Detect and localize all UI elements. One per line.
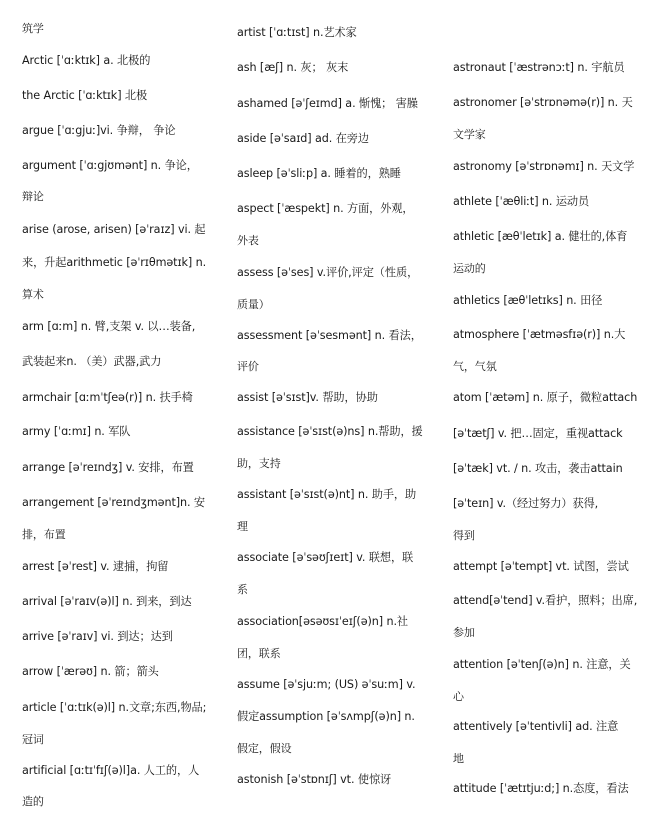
- entry-line: 得到: [453, 529, 475, 542]
- entry-line: ashamed [əˈʃeɪmd] a. 惭愧； 害臊: [237, 97, 418, 110]
- entry-line: argue [ˈɑːgjuː]vi. 争辩， 争论: [22, 124, 176, 137]
- entry-line: 系: [237, 583, 248, 596]
- entry-line: 质量）: [237, 298, 270, 311]
- entry-line: arrest [əˈrest] v. 逮捕，拘留: [22, 560, 169, 573]
- entry-line: army [ˈɑːmɪ] n. 军队: [22, 425, 131, 438]
- entry-line: 算术: [22, 288, 44, 301]
- entry-line: astronaut [ˈæstrənɔːt] n. 宇航员: [453, 61, 625, 74]
- entry-line: [əˈtætʃ] v. 把…固定，重视attack: [453, 427, 623, 440]
- entry-line: association[əsəʊsɪˈeɪʃ(ə)n] n.社: [237, 615, 408, 628]
- entry-line: 造的: [22, 795, 44, 808]
- entry-line: assessment [əˈsesmənt] n. 看法，: [237, 329, 422, 342]
- entry-line: 心: [453, 690, 464, 703]
- entry-line: 辩论: [22, 190, 44, 203]
- entry-line: atmosphere [ˈætməsfɪə(r)] n.大: [453, 328, 626, 341]
- entry-line: 冠词: [22, 733, 44, 746]
- entry-line: ash [æʃ] n. 灰； 灰末: [237, 61, 349, 74]
- entry-line: 参加: [453, 626, 475, 639]
- entry-line: astonish [əˈstɒnɪʃ] vt. 使惊讶: [237, 773, 392, 786]
- entry-line: atom [ˈætəm] n. 原子，微粒attach: [453, 391, 638, 404]
- entry-line: [əˈteɪn] v.（经过努力）获得,: [453, 497, 599, 510]
- entry-line: athletics [æθˈletɪks] n. 田径: [453, 294, 603, 307]
- entry-line: attention [əˈtenʃ(ə)n] n. 注意，关: [453, 658, 631, 671]
- entry-line: artificial [ɑːtɪˈfɪʃ(ə)l]a. 人工的，人: [22, 764, 200, 777]
- entry-line: arm [ɑːm] n. 臂,支架 v. 以…装备,: [22, 320, 196, 333]
- entry-line: assistant [əˈsɪst(ə)nt] n. 助手，助: [237, 488, 417, 501]
- entry-line: 筑学: [22, 22, 44, 35]
- entry-line: athletic [æθˈletɪk] a. 健壮的,体育: [453, 230, 628, 243]
- entry-line: aside [əˈsaɪd] ad. 在旁边: [237, 132, 369, 145]
- entry-line: astronomy [əˈstrɒnəmɪ] n. 天文学: [453, 160, 635, 173]
- entry-line: associate [əˈsəʊʃɪeɪt] v. 联想，联: [237, 551, 414, 564]
- entry-line: 助，支持: [237, 457, 281, 470]
- entry-line: 排，布置: [22, 528, 66, 541]
- entry-line: artist [ˈɑːtɪst] n.艺术家: [237, 26, 357, 39]
- entry-line: 运动的: [453, 262, 486, 275]
- entry-line: argument [ˈɑːgjʊmənt] n. 争论，: [22, 159, 198, 172]
- entry-line: article [ˈɑːtɪk(ə)l] n.文章;东西,物品;: [22, 701, 207, 714]
- entry-line: 来，升起arithmetic [əˈrɪθmətɪk] n.: [22, 256, 207, 269]
- entry-line: attentively [əˈtentivli] ad. 注意: [453, 720, 619, 733]
- entry-line: 假定，假设: [237, 742, 292, 755]
- entry-line: 武装起来n. （美）武器,武力: [22, 355, 162, 368]
- entry-line: assistance [əˈsɪst(ə)ns] n.帮助，援: [237, 425, 423, 438]
- entry-line: arrangement [əˈreɪndʒmənt]n. 安: [22, 496, 205, 509]
- entry-line: arrive [əˈraɪv] vi. 到达；达到: [22, 630, 173, 643]
- entry-line: arrival [əˈraɪv(ə)l] n. 到来，到达: [22, 595, 192, 608]
- entry-line: arrow [ˈærəʊ] n. 箭；箭头: [22, 665, 159, 678]
- entry-line: the Arctic [ˈɑːktɪk] 北极: [22, 89, 148, 102]
- entry-line: 外表: [237, 234, 259, 247]
- entry-line: armchair [ɑːmˈtʃeə(r)] n. 扶手椅: [22, 391, 193, 404]
- entry-line: Arctic [ˈɑːktɪk] a. 北极的: [22, 54, 151, 67]
- entry-line: assist [əˈsɪst]v. 帮助，协助: [237, 391, 378, 404]
- entry-line: 团，联系: [237, 647, 281, 660]
- entry-line: attend[əˈtend] v.看护，照料；出席,: [453, 594, 638, 607]
- entry-line: arrange [əˈreɪndʒ] v. 安排，布置: [22, 461, 194, 474]
- entry-line: aspect [ˈæspekt] n. 方面，外观，: [237, 202, 414, 215]
- entry-line: 气，气氛: [453, 360, 497, 373]
- entry-line: assess [əˈses] v.评价,评定（性质，: [237, 266, 419, 279]
- entry-line: attempt [əˈtempt] vt. 试图，尝试: [453, 560, 629, 573]
- entry-line: assume [əˈsjuːm; (US) əˈsuːm] v.: [237, 678, 416, 691]
- entry-line: astronomer [əˈstrɒnəmə(r)] n. 天: [453, 96, 633, 109]
- entry-line: 地: [453, 752, 464, 765]
- entry-line: 理: [237, 520, 248, 533]
- entry-line: 文学家: [453, 128, 486, 141]
- entry-line: arise (arose, arisen) [əˈraɪz] vi. 起: [22, 223, 206, 236]
- entry-line: asleep [əˈsliːp] a. 睡着的，熟睡: [237, 167, 401, 180]
- entry-line: attitude [ˈætɪtjuːd;] n.态度，看法: [453, 782, 629, 795]
- entry-line: 评价: [237, 360, 259, 373]
- entry-line: athlete [ˈæθliːt] n. 运动员: [453, 195, 590, 208]
- entry-line: 假定assumption [əˈsʌmpʃ(ə)n] n.: [237, 710, 415, 723]
- entry-line: [əˈtæk] vt. / n. 攻击，袭击attain: [453, 462, 623, 475]
